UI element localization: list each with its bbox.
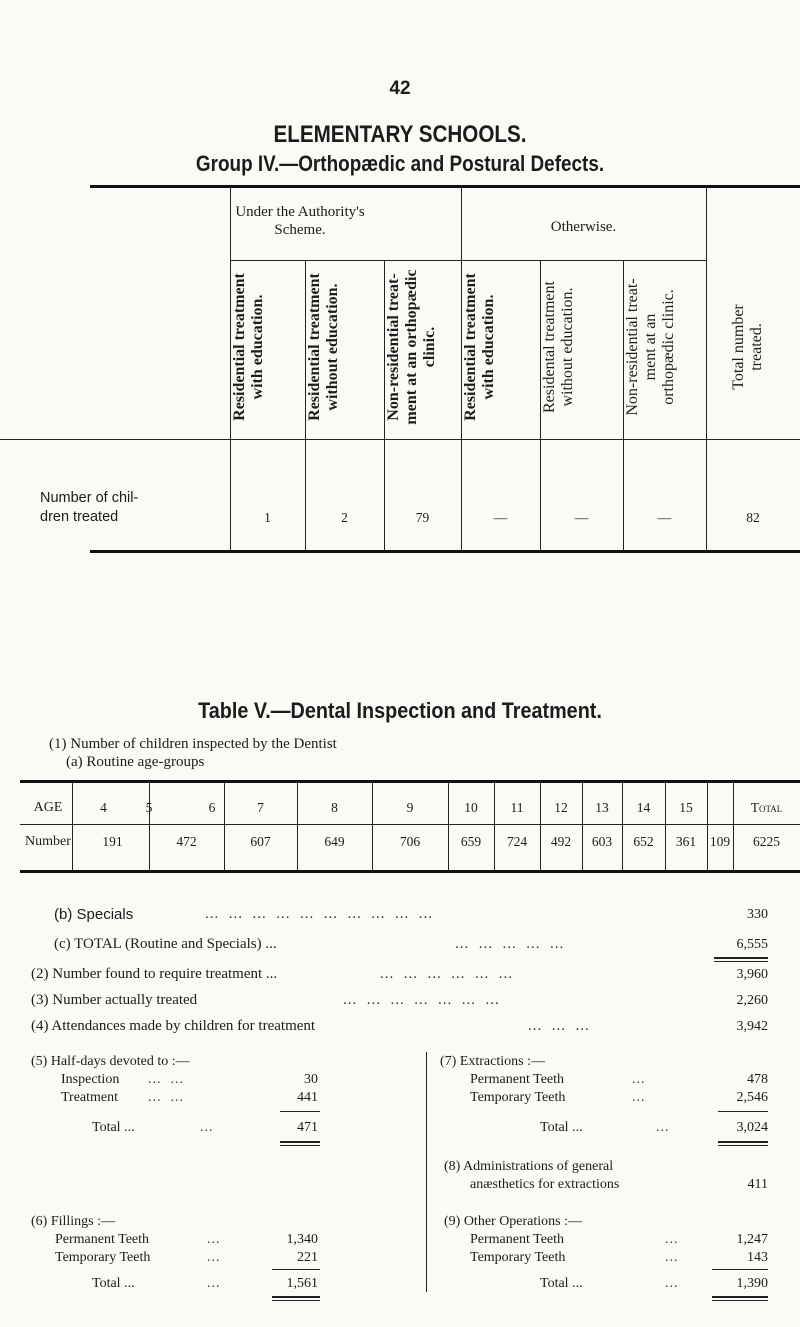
- col-sep: [707, 783, 708, 870]
- age-cell: 13: [595, 800, 609, 815]
- leader-dots: ...: [632, 1072, 646, 1087]
- double-underline: [280, 1145, 320, 1146]
- col-header: Residental treatment without education.: [541, 281, 576, 413]
- age-cell: 8: [331, 800, 338, 815]
- double-underline: [712, 1300, 768, 1301]
- fillings-title: (6) Fillings :—: [31, 1214, 116, 1229]
- sum-line: [712, 1269, 768, 1270]
- double-underline: [718, 1145, 768, 1146]
- leader-dots: ...: [656, 1120, 670, 1135]
- value-cell: —: [493, 510, 508, 525]
- column-divider: [426, 1052, 427, 1292]
- value-require-treatment: 3,960: [736, 967, 768, 982]
- leader-dots: ...: [665, 1250, 679, 1265]
- col-sep: [494, 783, 495, 870]
- page-subheading: Group IV.—Orthopædic and Postural Defects.: [195, 151, 605, 176]
- table-bottom-rule: [90, 550, 800, 553]
- line-specials: (b) Specials: [54, 906, 134, 923]
- leader-dots: ... ...: [148, 1090, 184, 1105]
- col-sep: [622, 783, 623, 870]
- leader-dots: ... ... ... ... ... ...: [380, 966, 513, 982]
- number-cell-total: 6225: [753, 834, 780, 849]
- line-attendances: (4) Attendances made by children for treatment: [31, 1018, 316, 1034]
- extractions-title: (7) Extractions :—: [440, 1054, 545, 1069]
- halfdays-value: 30: [304, 1072, 318, 1087]
- col-header: Non-residential treat- ment at an orthopædic clinic.: [624, 278, 677, 416]
- leader-dots: ...: [207, 1276, 221, 1291]
- leader-dots: ... ... ...: [528, 1018, 590, 1034]
- fillings-total: 1,561: [286, 1276, 318, 1291]
- table5-line1: (1) Number of children inspected by the Dentist: [49, 736, 337, 752]
- other-ops-total-label: Total ...: [540, 1276, 583, 1291]
- other-ops-value: 143: [747, 1250, 768, 1265]
- double-underline: [714, 961, 768, 962]
- age-cell: 12: [554, 800, 568, 815]
- other-ops-label: Temporary Teeth: [470, 1250, 566, 1265]
- line-total-routine: (c) TOTAL (Routine and Specials) ...: [54, 936, 277, 952]
- leader-dots: ...: [200, 1120, 214, 1135]
- halfdays-total-label: Total ...: [92, 1120, 135, 1135]
- header-divider: [0, 439, 800, 440]
- age-table-top-rule: [20, 780, 800, 783]
- value-cell: 82: [746, 510, 760, 525]
- col-sep: [665, 783, 666, 870]
- number-cell: 706: [399, 834, 421, 849]
- anaesthetics-line2: anæsthetics for extractions: [470, 1177, 620, 1192]
- row-label: Number of chil- dren treated: [40, 490, 139, 525]
- table5-line1a: (a) Routine age-groups: [66, 754, 205, 770]
- age-cell: 11: [510, 800, 524, 815]
- table5-title: Table V.—Dental Inspection and Treatment.: [198, 698, 602, 723]
- col-sep: [224, 783, 225, 870]
- other-ops-label: Permanent Teeth: [470, 1232, 565, 1247]
- age-cell: 4: [100, 800, 107, 815]
- leader-dots: ... ...: [148, 1072, 184, 1087]
- value-cell: —: [574, 510, 589, 525]
- other-ops-title: (9) Other Operations :—: [444, 1214, 583, 1229]
- age-cell: 14: [636, 800, 651, 815]
- col-header: Total number treated.: [730, 304, 765, 390]
- leader-dots: ...: [665, 1276, 679, 1291]
- extractions-value: 478: [747, 1072, 768, 1087]
- extractions-label: Permanent Teeth: [470, 1072, 565, 1087]
- number-cell: 652: [633, 834, 654, 849]
- double-underline: [272, 1296, 320, 1298]
- age-cell: 7: [257, 800, 264, 815]
- halfdays-total: 471: [297, 1120, 318, 1135]
- number-cell: 472: [176, 834, 197, 849]
- value-actually-treated: 2,260: [736, 993, 768, 1008]
- value-cell: 1: [264, 510, 271, 525]
- double-underline: [718, 1141, 768, 1143]
- leader-dots: ...: [207, 1232, 221, 1247]
- col-sep: [448, 783, 449, 870]
- age-cell: 5: [145, 800, 153, 815]
- age-cell: 6: [208, 800, 216, 815]
- leader-dots: ... ... ... ... ...: [455, 936, 565, 952]
- age-cell: 9: [406, 800, 414, 815]
- halfdays-label: Inspection: [61, 1072, 120, 1087]
- other-ops-value: 1,247: [736, 1232, 768, 1247]
- double-underline: [712, 1296, 768, 1298]
- double-underline: [272, 1300, 320, 1301]
- age-table-bottom-rule: [20, 870, 800, 873]
- col-header: Residential treatment with education.: [462, 273, 497, 421]
- fillings-value: 221: [297, 1250, 318, 1265]
- other-ops-total: 1,390: [736, 1276, 768, 1291]
- double-underline: [714, 957, 768, 959]
- col-sep: [372, 783, 373, 870]
- halfdays-value: 441: [297, 1090, 318, 1105]
- value-total-routine: 6,555: [736, 937, 768, 952]
- extractions-value: 2,546: [736, 1090, 768, 1105]
- col-sep: [582, 783, 583, 870]
- age-cell: 10: [464, 800, 478, 815]
- sum-line: [280, 1111, 320, 1112]
- number-cell: 109: [709, 834, 731, 849]
- value-cell: 79: [415, 510, 430, 525]
- extractions-total-label: Total ...: [540, 1120, 583, 1135]
- col-header: Residential treatment with education.: [231, 273, 266, 421]
- sum-line: [272, 1269, 320, 1270]
- line-actually-treated: (3) Number actually treated: [31, 992, 198, 1008]
- halfdays-label: Treatment: [61, 1090, 119, 1105]
- double-underline: [280, 1141, 320, 1143]
- number-cell: 649: [324, 834, 345, 849]
- number-cell: 361: [675, 834, 697, 849]
- age-cell: 15: [679, 800, 693, 815]
- fillings-label: Temporary Teeth: [55, 1250, 151, 1265]
- anaesthetics-line1: (8) Administrations of general: [444, 1159, 614, 1174]
- sum-line: [718, 1111, 768, 1112]
- number-cell: 603: [591, 834, 613, 849]
- page-heading: ELEMENTARY SCHOOLS.: [273, 121, 527, 148]
- fillings-value: 1,340: [286, 1232, 318, 1247]
- number-cell: 492: [550, 834, 572, 849]
- group-divider: [230, 260, 706, 261]
- number-cell: 659: [460, 834, 482, 849]
- col-header: Residential treatment without education.: [306, 273, 341, 421]
- halfdays-title: (5) Half-days devoted to :—: [31, 1054, 190, 1069]
- number-cell: 724: [506, 834, 528, 849]
- page-number: 42: [389, 78, 411, 99]
- value-cell: 2: [341, 510, 348, 525]
- value-cell: —: [657, 510, 672, 525]
- leader-dots: ...: [632, 1090, 646, 1105]
- col-sep: [297, 783, 298, 870]
- value-specials: 330: [747, 907, 768, 922]
- extractions-total: 3,024: [736, 1120, 768, 1135]
- group-header-authority: Under the Authority's Scheme.: [235, 204, 365, 238]
- leader-dots: ...: [207, 1250, 221, 1265]
- col-header: Non-residential treat- ment at an orthopædic clinic.: [385, 269, 438, 425]
- col-sep: [733, 783, 734, 870]
- col-sep: [149, 783, 150, 870]
- fillings-label: Permanent Teeth: [55, 1232, 150, 1247]
- number-label: Number: [25, 834, 71, 849]
- leader-dots: ...: [665, 1232, 679, 1247]
- leader-dots: ... ... ... ... ... ... ...: [343, 992, 500, 1008]
- col-sep: [706, 188, 707, 550]
- col-sep: [72, 783, 73, 870]
- table-top-rule: [90, 185, 800, 188]
- age-cell-total: Total: [750, 800, 783, 815]
- fillings-total-label: Total ...: [92, 1276, 135, 1291]
- number-cell: 191: [102, 834, 123, 849]
- age-header: AGE: [33, 800, 63, 815]
- col-sep: [540, 783, 541, 870]
- number-cell: 607: [250, 834, 271, 849]
- age-table-mid-rule: [20, 824, 800, 825]
- extractions-label: Temporary Teeth: [470, 1090, 566, 1105]
- leader-dots: ... ... ... ... ... ... ... ... ... ...: [205, 906, 433, 922]
- group-header-otherwise: Otherwise.: [550, 219, 617, 235]
- anaesthetics-value: 411: [747, 1177, 768, 1192]
- line-require-treatment: (2) Number found to require treatment ...: [31, 966, 278, 982]
- value-attendances: 3,942: [736, 1019, 768, 1034]
